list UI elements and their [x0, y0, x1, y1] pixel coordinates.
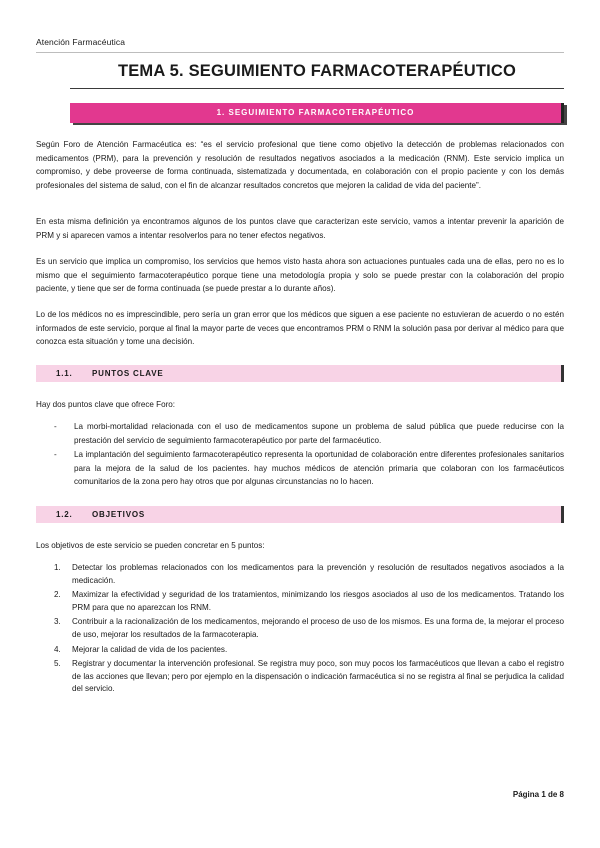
section-heading-1-label: 1. SEGUIMIENTO FARMACOTERAPÉUTICO — [216, 108, 415, 117]
subsection-label: PUNTOS CLAVE — [92, 369, 164, 378]
title-underline — [70, 88, 564, 89]
objetivos-list — [36, 562, 564, 698]
paragraph-doctors: Lo de los médicos no es imprescindible, pero sería un gran error que los médicos que siguen a ese paciente no estuvieran de acuerdo o no estén informados de este servicio, porque al final la mayor parte de veces que encontramos PRM o RNM la solución pasa por derivar al médico para que conozca esta situación y tome una decisión. — [36, 310, 564, 347]
puntos-clave-intro: Hay dos puntos clave que ofrece Foro: — [36, 400, 176, 409]
page-number: Página 1 de 8 — [512, 790, 564, 799]
list-number: 4. — [54, 644, 61, 654]
objetivos-intro: Los objetivos de este servicio se pueden concretar en 5 puntos: — [36, 541, 265, 550]
header-divider — [36, 52, 564, 53]
paragraph-key-points: En esta misma definición ya encontramos algunos de los puntos clave que caracterizan este servicio, vamos a intentar prevenir la aparición de PRM y si aparecen vamos a intentar resolverlos para no tener efectos negativos. — [36, 217, 564, 240]
list-item-text: Contribuir a la racionalización de los medicamentos, mejorando el proceso de uso de los mismos. Es una forma de, la mejorar el proceso de uso, mejorar los resultados de la farmacoterapia. — [72, 617, 564, 639]
subsection-heading-puntos-clave — [36, 365, 564, 382]
list-number: 1. — [54, 563, 61, 572]
list-item — [36, 420, 564, 447]
list-item-text: La implantación del seguimiento farmacoterapéutico representa la oportunidad de colaboración entre diferentes profesionales sanitarios para la mejora de la salud de los pacientes. hay muchos médicos de atención primaria que colaboran con los farmacéuticos comunitarios de la zona pero hay otros que por algunas circunstancias no lo hacen. — [74, 450, 564, 487]
list-item-text: Maximizar la efectividad y seguridad de los tratamientos, minimizando los riesgos asociados al uso de los medicamentos. Tratando los PRM para que no aparezcan los RNM. — [72, 590, 564, 612]
list-item — [36, 448, 564, 489]
subsection-number: 1.1. — [56, 369, 73, 378]
puntos-clave-list — [36, 420, 564, 490]
list-item — [36, 589, 564, 614]
list-item — [36, 562, 564, 587]
list-item-text: Registrar y documentar la intervención profesional. Se registra muy poco, son muy pocos los farmacéuticos que llevan a cabo el registro de las acciones que llevan; pero por ejemplo en la dispensación o indicación farmacéutica si no se registra al final se perjudica la calidad del servicio. — [72, 659, 564, 694]
list-number: 5. — [54, 659, 61, 669]
list-item-text: Mejorar la calidad de vida de los pacientes. — [72, 644, 228, 654]
list-item — [36, 658, 564, 696]
list-item — [36, 616, 564, 641]
paragraph-definition: Según Foro de Atención Farmacéutica es: “es el servicio profesional que tiene como objetivo la detección de problemas relacionados con medicamentos (PRM), para la prevención y resolución de resultados negativos asociados a la medicación (RNM). Este servicio implica un compromiso, y debe proveerse de forma continuada, sistematizada y documentada, en colaboración con el propio paciente y con los demás profesionales del sistema de salud, con el fin de alcanzar resultados concretos que mejoren la calidad de vida del paciente”. — [36, 140, 564, 190]
subsection-label: OBJETIVOS — [92, 510, 145, 519]
section-heading-1 — [70, 103, 564, 123]
subsection-number: 1.2. — [56, 510, 73, 519]
list-number: 2. — [54, 590, 61, 600]
list-number: 3. — [54, 617, 61, 627]
page-title: TEMA 5. SEGUIMIENTO FARMACOTERAPÉUTICO — [117, 62, 517, 80]
subsection-heading-objetivos — [36, 506, 564, 523]
dash-bullet: - — [54, 422, 57, 431]
header-course-name: Atención Farmacéutica — [36, 37, 126, 47]
list-item — [36, 644, 564, 657]
list-item-text: Detectar los problemas relacionados con los medicamentos para la prevención y resolución de resultados negativos asociados a la medicación. — [72, 563, 564, 585]
paragraph-commitment: Es un servicio que implica un compromiso, los servicios que hemos visto hasta ahora son actuaciones puntuales cada una de ellas, pero no es lo mismo que el seguimiento farmacoterapéutico porque tiene una metodología propia y solo se puede prestar con la colaboración del propio paciente, y tiene que ser de forma continuada (se puede prestar a lo durante años). — [36, 257, 564, 294]
dash-bullet: - — [54, 450, 57, 460]
list-item-text: La morbi-mortalidad relacionada con el uso de medicamentos supone un problema de salud pública que puede reducirse con la prestación del servicio de seguimiento farmacoterapéutico por parte del farmacéutico. — [74, 422, 564, 445]
